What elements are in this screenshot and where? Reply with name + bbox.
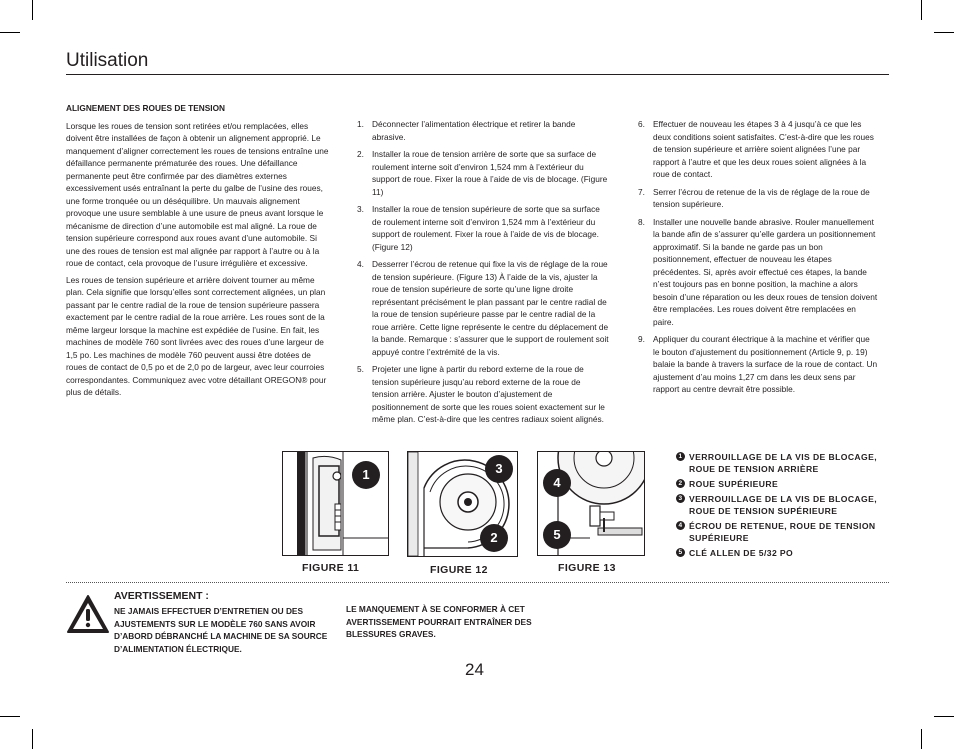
step-number: 6. [638,119,645,129]
step-number: 9. [638,334,645,344]
step-item [638,186,878,211]
step-text: Installer une nouvelle bande abrasive. Rouler manuellement la bande afin de s’assurer qu’elle gardera un positionnement approximatif. Si la bande ne garde pas un bon positionnement, effectuer de nouveau les étapes précédentes. Si, après avoir effectué ces étapes, la bande n’est toujours pas en bonne position, la machine a alors besoin d’une réparation ou les deux roues de tension doivent être remplacées. Les roues doivent être remplacées en paire. [653,216,878,327]
legend-item [676,478,891,490]
page-title: Utilisation [66,50,149,71]
step-number: 3. [357,204,364,214]
step-text: Appliquer du courant électrique à la machine et vérifier que le bouton d’ajustement du positionnement (Article 9, p. 19) balaie la bande à travers la surface de la roue de contact. Un ajustement d’au moins 1,27 cm dans les deux sens par rapport au centre devrait être possible. [653,334,878,394]
legend-number: 3 [676,494,685,503]
legend-item [676,493,891,517]
crop-mark [934,32,954,33]
figure-11-image [282,451,389,556]
callout-1: 1 [352,461,380,489]
legend-text: VERROUILLAGE DE LA VIS DE BLOCAGE, ROUE DE TENSION SUPÉRIEURE [689,494,878,516]
step-text: Serrer l’écrou de retenue de la vis de réglage de la roue de tension supérieure. [653,186,870,209]
step-item [638,333,878,396]
legend-text: ÉCROU DE RETENUE, ROUE DE TENSION SUPÉRIEURE [689,521,876,543]
figure-13-image [537,451,645,556]
title-rule [66,74,889,75]
steps-column-2 [357,118,609,431]
legend-text: ROUE SUPÉRIEURE [689,479,779,489]
step-text: Déconnecter l’alimentation électrique et retirer la bande abrasive. [372,119,576,142]
warning-consequence-text: LE MANQUEMENT À SE CONFORMER À CET AVERTISSEMENT POURRAIT ENTRAÎNER DES BLESSURES GRAVES. [346,604,532,639]
crop-mark [32,0,33,20]
step-item [357,203,609,253]
callout-4: 4 [543,469,571,497]
step-text: Desserrer l’écrou de retenue qui fixe la vis de réglage de la roue de tension supérieure. (Figure 13) À l’aide de la vis, ajuster la roue de tension supérieure de sorte qu’une ligne droite représentant précisément le plan passant par le centre radial de la roue de tension supérieure passe par le centre radial de la roue arrière. Cette ligne représente le centre du déplacement de la bande. Remarque : s’assurer que le support de roulement soit appuyé contre l’extrémité de la vis. [372,259,609,357]
step-number: 5. [357,364,364,374]
figure-legend [676,451,891,562]
crop-mark [921,0,922,20]
step-number: 8. [638,216,645,227]
crop-mark [0,716,20,717]
legend-item [676,547,891,559]
step-item [638,118,878,181]
legend-item [676,520,891,544]
callout-3: 3 [485,455,513,483]
legend-number: 5 [676,548,685,557]
crop-mark [921,729,922,749]
step-item [357,118,609,143]
step-number: 4. [357,259,364,269]
legend-text: VERROUILLAGE DE LA VIS DE BLOCAGE, ROUE DE TENSION ARRIÈRE [689,452,878,474]
warning-icon [66,594,110,634]
alignment-section [66,102,330,403]
legend-number: 2 [676,479,685,488]
figure-12-image [407,451,518,557]
steps-column-3 [638,118,878,401]
warning-title: AVERTISSEMENT : [114,590,209,602]
step-number: 1. [357,119,364,129]
step-text: Projeter une ligne à partir du rebord externe de la roue de tension supérieure jusqu’au rebord externe de la roue de tension arrière. Ajuster le bouton d’ajustement de positionnement de sorte que les roues soient exactement sur le même plan. C’est-à-dire que les centres radiaux soient alignés. [372,364,605,424]
step-number: 2. [357,149,364,159]
crop-mark [934,716,954,717]
legend-item [676,451,891,475]
legend-number: 4 [676,521,685,530]
legend-number: 1 [676,452,685,461]
step-item [638,216,878,329]
callout-2: 2 [480,524,508,552]
section-divider [66,582,889,583]
warning-text: NE JAMAIS EFFECTUER D’ENTRETIEN OU DES AJUSTEMENTS SUR LE MODÈLE 760 SANS AVOIR D’ABORD DÉBRANCHÉ LA MACHINE DE SA SOURCE D’ALIMENTATION ÉLECTRIQUE. [114,606,328,654]
step-item [357,363,609,426]
figure-12-caption: FIGURE 12 [430,564,488,576]
step-text: Installer la roue de tension supérieure de sorte que sa surface de roulement interne soit d’environ 1,524 mm à l’extérieur du support de roulement. Fixer la roue à l’aide de vis de blocage. (Figure 12) [372,204,600,252]
figure-11-caption: FIGURE 11 [302,562,360,574]
paragraph: Lorsque les roues de tension sont retirées et/ou remplacées, elles doivent être installées de façon à obtenir un alignement approprié. Le manquement d’aligner correctement les roues de tensions entraîne une défaillance permanente prématurée des roues. Une défaillance permanente peut être confirmée par des diamètres externes excessivement usés entraînant la perte du galbe de l’usine des roues, une forme tronquée ou un déséquilibre. Un mauvais alignement provoque une usure semblable à une usure de pneus avant lorsque le mécanisme de direction d’une automobile est mal aligné. La roue de tension supérieure correspond aux roues avant d’une automobile. Si une des roues de tension est mal alignée par rapport à l’autre ou à la roue de contact, cela provoque de l’usure irrégulière et excessive. [66,120,329,268]
paragraph: Les roues de tension supérieure et arrière doivent tourner au même plan. Cela signifie que lorsqu’elles sont correctement alignées, un plan passant par le centre radial de la roue de tension supérieure passera exactement par le centre radial de la roue arrière. Les roues sont de la même largeur lorsque la machine est expédiée de l’usine. En fait, les machines de modèle 760 sont livrées avec des roues d’une largeur de 1,5 po. Les machines de modèle 760 peuvent aussi être dotées de roues de contact de 0,5 po et de 2,0 po de largeur, avec leur courroies correspondantes. Communiquez avec votre détaillant OREGON® pour plus de détails. [66,274,327,397]
step-number: 7. [638,186,645,197]
figure-13-caption: FIGURE 13 [558,562,616,574]
step-item [357,258,609,358]
step-item [357,148,609,198]
page-number: 24 [465,660,484,679]
step-text: Installer la roue de tension arrière de sorte que sa surface de roulement interne soit d’environ 1,524 mm à l’extérieur du support de roue. Fixer la roue à l’aide de vis de blocage. (Figure 11) [372,149,608,197]
callout-5: 5 [543,521,571,549]
step-text: Effectuer de nouveau les étapes 3 à 4 jusqu’à ce que les deux conditions soient satisfaites. C’est-à-dire que les roues de tension supérieure et arrière soient alignées l’une par rapport à l’autre et que les deux roues soient alignées à la roue de contact. [653,119,874,179]
legend-text: CLÉ ALLEN DE 5/32 PO [689,548,794,558]
crop-mark [0,32,20,33]
section-heading: ALIGNEMENT DES ROUES DE TENSION [66,103,226,113]
crop-mark [32,729,33,749]
